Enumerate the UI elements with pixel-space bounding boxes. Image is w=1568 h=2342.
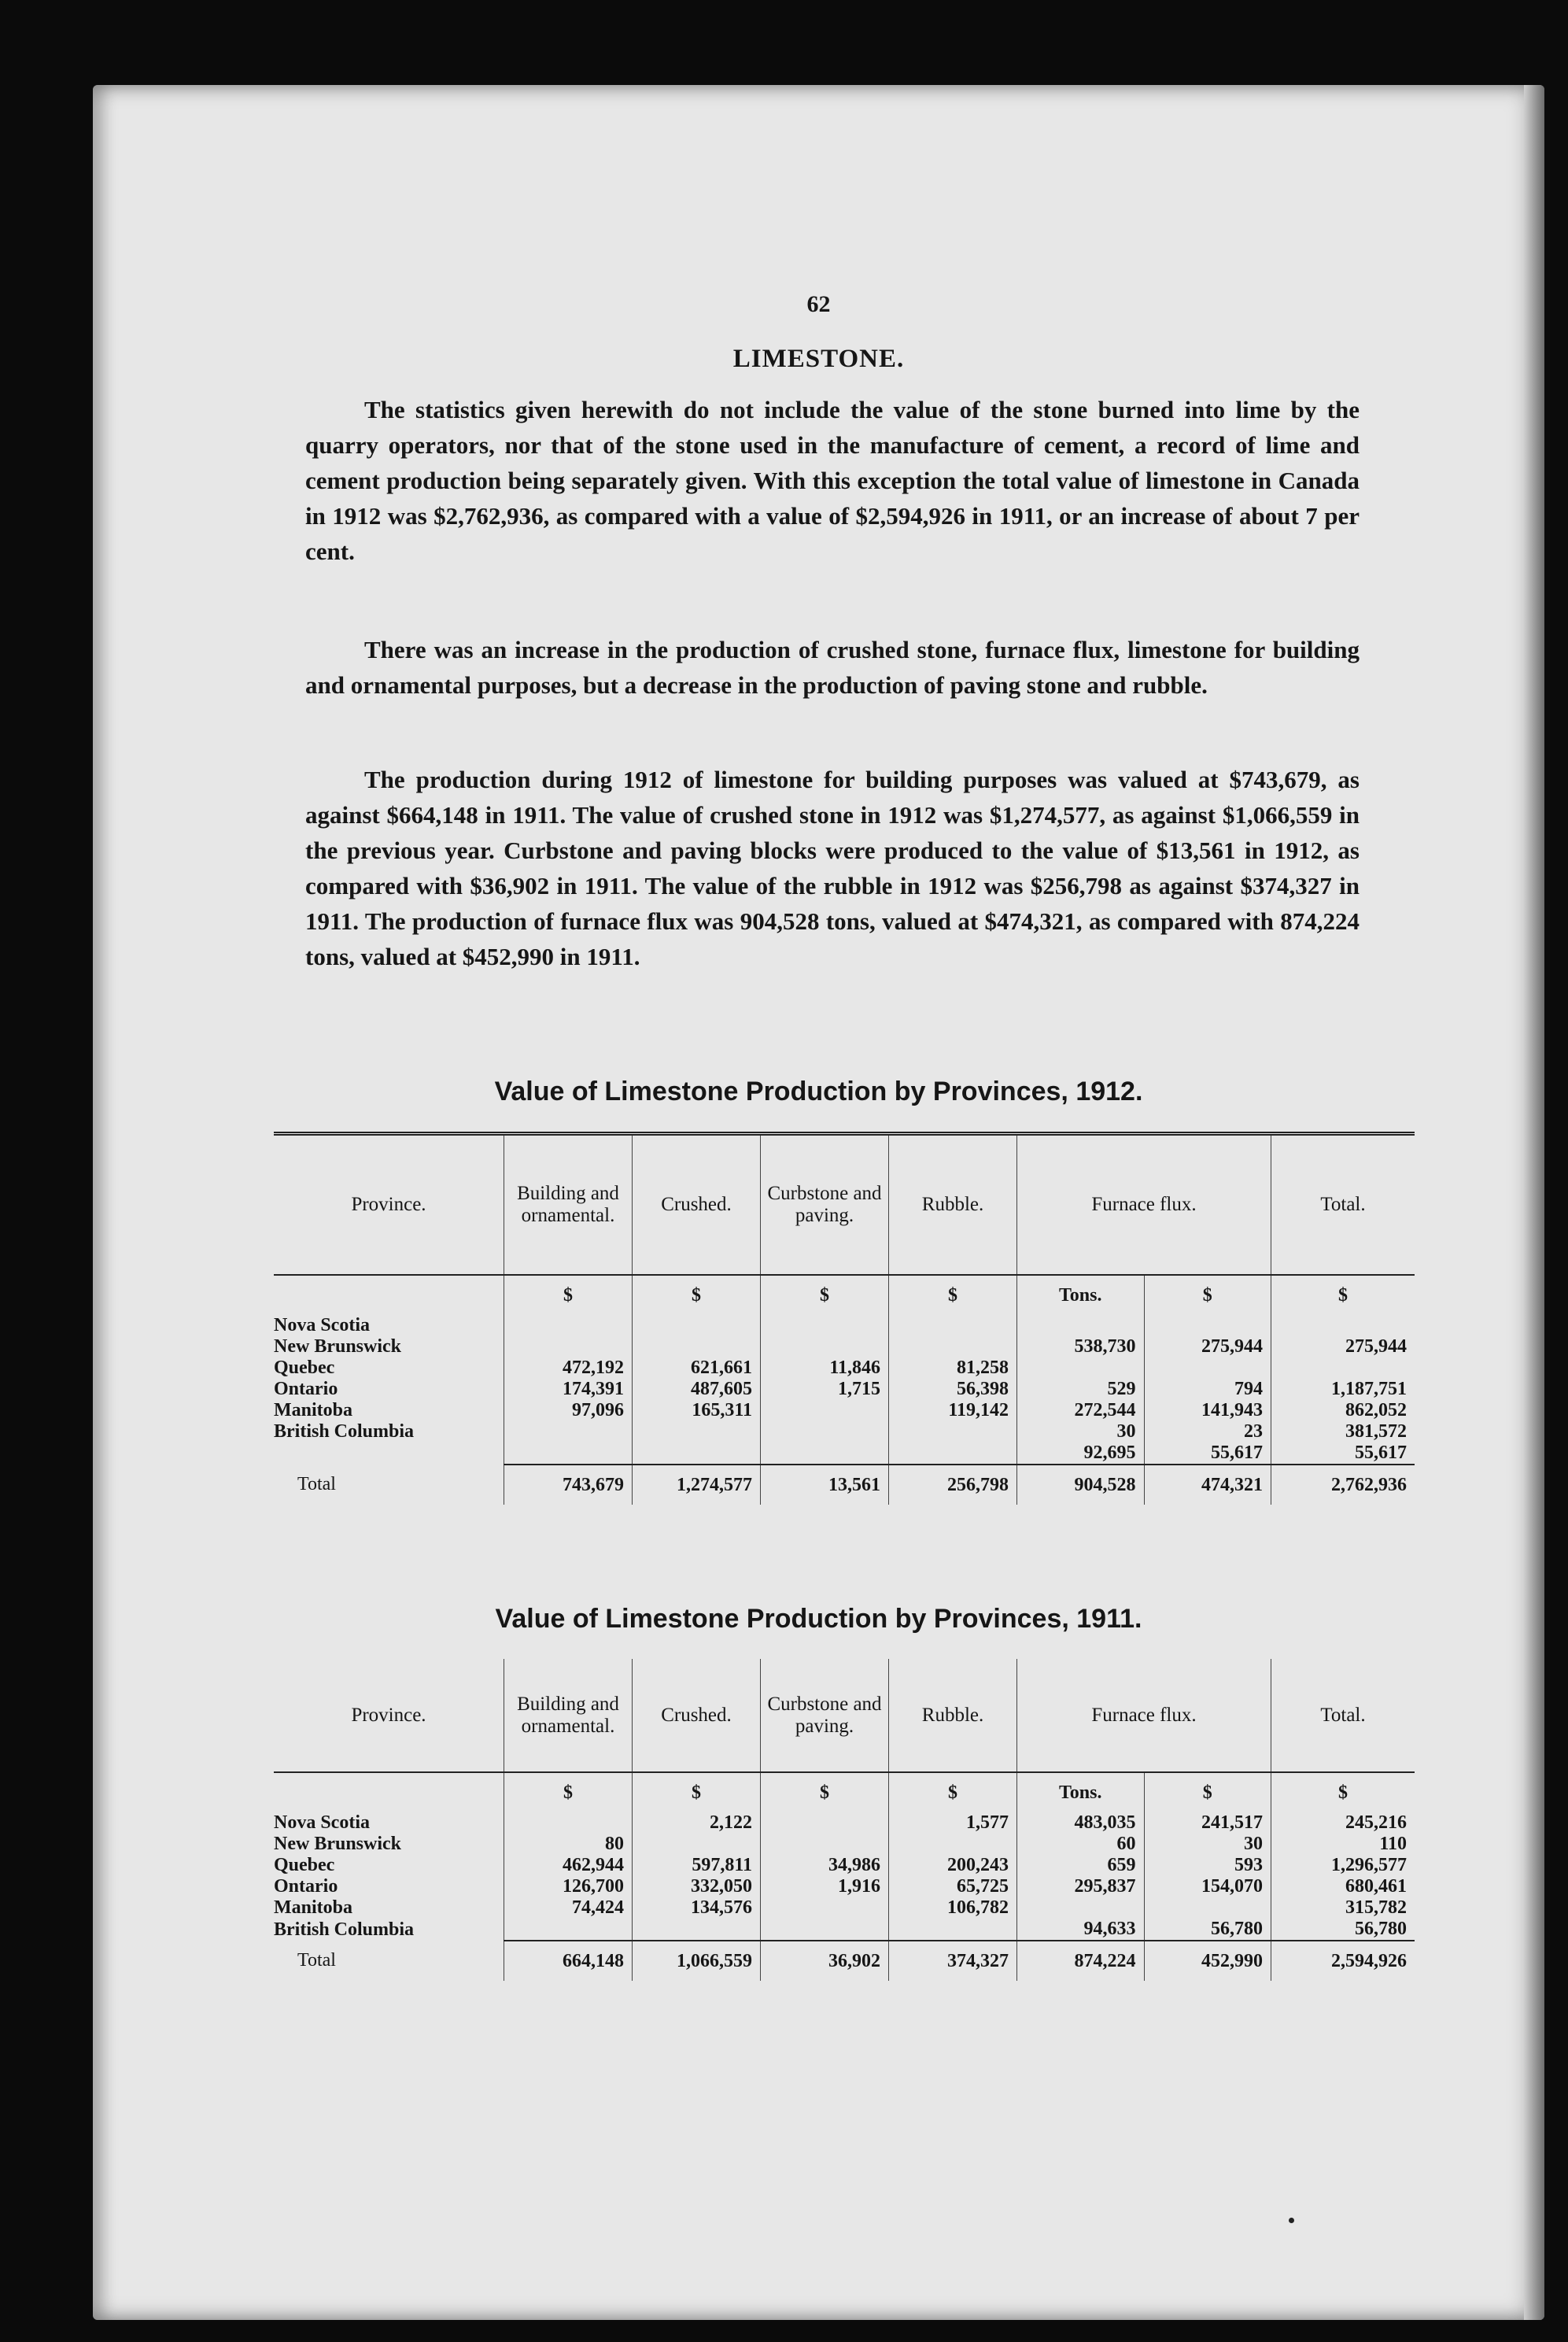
unit-label: $: [889, 1772, 1017, 1812]
cell-curbstone: 34,986: [761, 1855, 889, 1876]
cell-rubble: [889, 1443, 1017, 1465]
column-header: Curbstone and paving.: [761, 1659, 889, 1772]
table-row: [274, 1336, 1415, 1358]
table-1911-title: Value of Limestone Production by Provinces, 1911.: [495, 1604, 1142, 1634]
cell-total: 381,572: [1271, 1421, 1415, 1443]
paragraph-production-details: The production during 1912 of limestone for building purposes was valued at $743,679, as against $664,148 in 1911. The value of crushed stone in 1912 was $1,274,577, as against $1,066,559 in the previous year. Curbstone and paving blocks were produced to the value of $13,561 in 1912, as compared with $36,902 in 1911. The value of the rubble in 1912 was $256,798 as against $374,327 in 1911. The production of furnace flux was 904,528 tons, valued at $474,321, as compared with 874,224 tons, valued at $452,990 in 1911.: [305, 766, 1360, 970]
total-row: [274, 1941, 1415, 1981]
column-header: Crushed.: [633, 1134, 761, 1276]
unit-label: $: [504, 1275, 633, 1315]
cell-flux-value: [1144, 1358, 1271, 1379]
total-row: [274, 1465, 1415, 1505]
cell-building: 126,700: [504, 1876, 633, 1897]
total-flux-tons: 874,224: [1017, 1941, 1145, 1981]
cell-building: 174,391: [504, 1379, 633, 1400]
cell-curbstone: [761, 1421, 889, 1443]
cell-building: 97,096: [504, 1400, 633, 1421]
cell-curbstone: [761, 1400, 889, 1421]
column-header: Total.: [1271, 1134, 1415, 1276]
cell-curbstone: [761, 1315, 889, 1336]
total-building: 743,679: [504, 1465, 633, 1505]
cell-building: 462,944: [504, 1855, 633, 1876]
table-row: [274, 1443, 1415, 1465]
cell-total: 56,780: [1271, 1919, 1415, 1941]
cell-rubble: 81,258: [889, 1358, 1017, 1379]
table-row: [274, 1855, 1415, 1876]
cell-crushed: [633, 1421, 761, 1443]
cell-curbstone: [761, 1834, 889, 1855]
paragraph-intro: The statistics given herewith do not include the value of the stone burned into lime by the quarry operators, nor that of the stone used in the manufacture of cement, a record of lime and cement production being separately given. With this exception the total value of limestone in Canada in 1912 was $2,762,936, as compared with a value of $2,594,926 in 1911, or an increase of about 7 per cent.: [305, 396, 1360, 565]
cell-crushed: [633, 1834, 761, 1855]
cell-rubble: 119,142: [889, 1400, 1017, 1421]
cell-rubble: 200,243: [889, 1855, 1017, 1876]
cell-building: [504, 1421, 633, 1443]
province-name: New Brunswick: [274, 1834, 402, 1854]
cell-flux-value: 241,517: [1144, 1812, 1271, 1834]
cell-total: 315,782: [1271, 1897, 1415, 1919]
cell-flux-value: 55,617: [1144, 1443, 1271, 1465]
cell-flux-tons: [1017, 1358, 1145, 1379]
table-row: [274, 1919, 1415, 1941]
cell-curbstone: 1,715: [761, 1379, 889, 1400]
cell-crushed: [633, 1336, 761, 1358]
cell-building: 472,192: [504, 1358, 633, 1379]
total-crushed: 1,274,577: [633, 1465, 761, 1505]
unit-label: $: [761, 1772, 889, 1812]
cell-curbstone: [761, 1443, 889, 1465]
table-row: [274, 1834, 1415, 1855]
document-page: [93, 85, 1544, 2320]
table-row: [274, 1400, 1415, 1421]
column-header: Furnace flux.: [1017, 1134, 1271, 1276]
total-label: Total: [297, 1950, 336, 1971]
cell-building: [504, 1812, 633, 1834]
cell-flux-value: 141,943: [1144, 1400, 1271, 1421]
province-name: Quebec: [274, 1358, 335, 1378]
cell-building: [504, 1919, 633, 1941]
total-total: 2,762,936: [1271, 1465, 1415, 1505]
cell-total: [1271, 1315, 1415, 1336]
page-number: 62: [806, 291, 831, 317]
unit-row: [274, 1275, 1415, 1315]
cell-rubble: 106,782: [889, 1897, 1017, 1919]
cell-curbstone: [761, 1336, 889, 1358]
province-name: [274, 1443, 504, 1465]
cell-flux-value: [1144, 1897, 1271, 1919]
cell-flux-tons: 94,633: [1017, 1919, 1145, 1941]
table-row: [274, 1379, 1415, 1400]
cell-rubble: 1,577: [889, 1812, 1017, 1834]
cell-crushed: [633, 1443, 761, 1465]
cell-curbstone: 11,846: [761, 1358, 889, 1379]
cell-crushed: 597,811: [633, 1855, 761, 1876]
cell-flux-value: [1144, 1315, 1271, 1336]
cell-flux-value: 56,780: [1144, 1919, 1271, 1941]
cell-curbstone: [761, 1919, 889, 1941]
cell-building: 80: [504, 1834, 633, 1855]
cell-flux-value: 30: [1144, 1834, 1271, 1855]
cell-rubble: 56,398: [889, 1379, 1017, 1400]
province-name: Manitoba: [274, 1897, 353, 1918]
total-crushed: 1,066,559: [633, 1941, 761, 1981]
total-total: 2,594,926: [1271, 1941, 1415, 1981]
cell-total: 110: [1271, 1834, 1415, 1855]
cell-total: 1,296,577: [1271, 1855, 1415, 1876]
cell-curbstone: [761, 1812, 889, 1834]
cell-rubble: [889, 1919, 1017, 1941]
cell-crushed: 621,661: [633, 1358, 761, 1379]
column-header: Total.: [1271, 1659, 1415, 1772]
unit-label: $: [504, 1772, 633, 1812]
unit-label: $: [1144, 1275, 1271, 1315]
cell-flux-tons: 30: [1017, 1421, 1145, 1443]
province-name: British Columbia: [274, 1919, 415, 1940]
cell-crushed: 2,122: [633, 1812, 761, 1834]
table-row: [274, 1897, 1415, 1919]
cell-flux-tons: [1017, 1897, 1145, 1919]
cell-flux-tons: 529: [1017, 1379, 1145, 1400]
province-name: Nova Scotia: [274, 1315, 370, 1335]
header-row: [274, 1134, 1415, 1276]
unit-label: $: [1271, 1275, 1415, 1315]
province-name: Ontario: [274, 1876, 338, 1897]
table-row: [274, 1421, 1415, 1443]
cell-total: 1,187,751: [1271, 1379, 1415, 1400]
cell-crushed: [633, 1919, 761, 1941]
cell-building: [504, 1315, 633, 1336]
table-1911: [274, 1659, 1415, 1981]
total-flux-value: 474,321: [1144, 1465, 1271, 1505]
total-flux-value: 452,990: [1144, 1941, 1271, 1981]
cell-rubble: [889, 1315, 1017, 1336]
cell-crushed: 332,050: [633, 1876, 761, 1897]
paragraph-increase: There was an increase in the production of crushed stone, furnace flux, limestone for building and ornamental purposes, but a decrease in the production of paving stone and rubble.: [305, 636, 1360, 699]
province-name: British Columbia: [274, 1421, 415, 1442]
cell-rubble: [889, 1834, 1017, 1855]
cell-total: 680,461: [1271, 1876, 1415, 1897]
table-row: [274, 1358, 1415, 1379]
total-label: Total: [297, 1474, 336, 1494]
column-header: Province.: [274, 1134, 504, 1276]
column-header: Crushed.: [633, 1659, 761, 1772]
cell-building: 74,424: [504, 1897, 633, 1919]
column-header: Province.: [274, 1659, 504, 1772]
cell-building: [504, 1443, 633, 1465]
cell-flux-tons: [1017, 1315, 1145, 1336]
cell-flux-value: 794: [1144, 1379, 1271, 1400]
cell-flux-value: 154,070: [1144, 1876, 1271, 1897]
province-name: Nova Scotia: [274, 1812, 370, 1833]
total-rubble: 374,327: [889, 1941, 1017, 1981]
total-curbstone: 13,561: [761, 1465, 889, 1505]
unit-label: $: [761, 1275, 889, 1315]
unit-label: $: [1271, 1772, 1415, 1812]
cell-flux-tons: 272,544: [1017, 1400, 1145, 1421]
table-1912: [274, 1132, 1415, 1505]
total-rubble: 256,798: [889, 1465, 1017, 1505]
table-row: [274, 1812, 1415, 1834]
cell-rubble: 65,725: [889, 1876, 1017, 1897]
column-header: Rubble.: [889, 1134, 1017, 1276]
unit-blank: [274, 1275, 504, 1315]
total-building: 664,148: [504, 1941, 633, 1981]
cell-flux-tons: 92,695: [1017, 1443, 1145, 1465]
column-header: Furnace flux.: [1017, 1659, 1271, 1772]
unit-label: $: [633, 1772, 761, 1812]
unit-row: [274, 1772, 1415, 1812]
cell-flux-tons: 60: [1017, 1834, 1145, 1855]
cell-flux-tons: 538,730: [1017, 1336, 1145, 1358]
unit-blank: [274, 1772, 504, 1812]
column-header: Rubble.: [889, 1659, 1017, 1772]
cell-building: [504, 1336, 633, 1358]
cell-flux-value: 275,944: [1144, 1336, 1271, 1358]
page-edge: [1524, 85, 1544, 2320]
cell-crushed: 134,576: [633, 1897, 761, 1919]
total-flux-tons: 904,528: [1017, 1465, 1145, 1505]
table-row: [274, 1876, 1415, 1897]
province-name: Manitoba: [274, 1400, 353, 1420]
cell-crushed: 165,311: [633, 1400, 761, 1421]
table-1912-title: Value of Limestone Production by Provinces, 1912.: [494, 1077, 1143, 1106]
column-header: Curbstone and paving.: [761, 1134, 889, 1276]
cell-curbstone: 1,916: [761, 1876, 889, 1897]
cell-flux-tons: 483,035: [1017, 1812, 1145, 1834]
province-name: Quebec: [274, 1855, 335, 1875]
table-row: [274, 1315, 1415, 1336]
column-header: Building and ornamental.: [504, 1134, 633, 1276]
cell-flux-value: 593: [1144, 1855, 1271, 1876]
cell-curbstone: [761, 1897, 889, 1919]
cell-crushed: [633, 1315, 761, 1336]
cell-total: 862,052: [1271, 1400, 1415, 1421]
cell-rubble: [889, 1421, 1017, 1443]
unit-label: $: [633, 1275, 761, 1315]
unit-label: $: [1144, 1772, 1271, 1812]
ink-speck: [1289, 2218, 1294, 2223]
page-heading: LIMESTONE.: [732, 345, 905, 373]
cell-crushed: 487,605: [633, 1379, 761, 1400]
cell-total: 55,617: [1271, 1443, 1415, 1465]
cell-flux-tons: 295,837: [1017, 1876, 1145, 1897]
province-name: Ontario: [274, 1379, 338, 1399]
total-curbstone: 36,902: [761, 1941, 889, 1981]
cell-total: [1271, 1358, 1415, 1379]
unit-label: Tons.: [1017, 1772, 1145, 1812]
column-header: Building and ornamental.: [504, 1659, 633, 1772]
unit-label: $: [889, 1275, 1017, 1315]
unit-label: Tons.: [1017, 1275, 1145, 1315]
cell-rubble: [889, 1336, 1017, 1358]
cell-flux-tons: 659: [1017, 1855, 1145, 1876]
cell-total: 275,944: [1271, 1336, 1415, 1358]
cell-flux-value: 23: [1144, 1421, 1271, 1443]
province-name: New Brunswick: [274, 1336, 402, 1357]
header-row: [274, 1659, 1415, 1772]
cell-total: 245,216: [1271, 1812, 1415, 1834]
